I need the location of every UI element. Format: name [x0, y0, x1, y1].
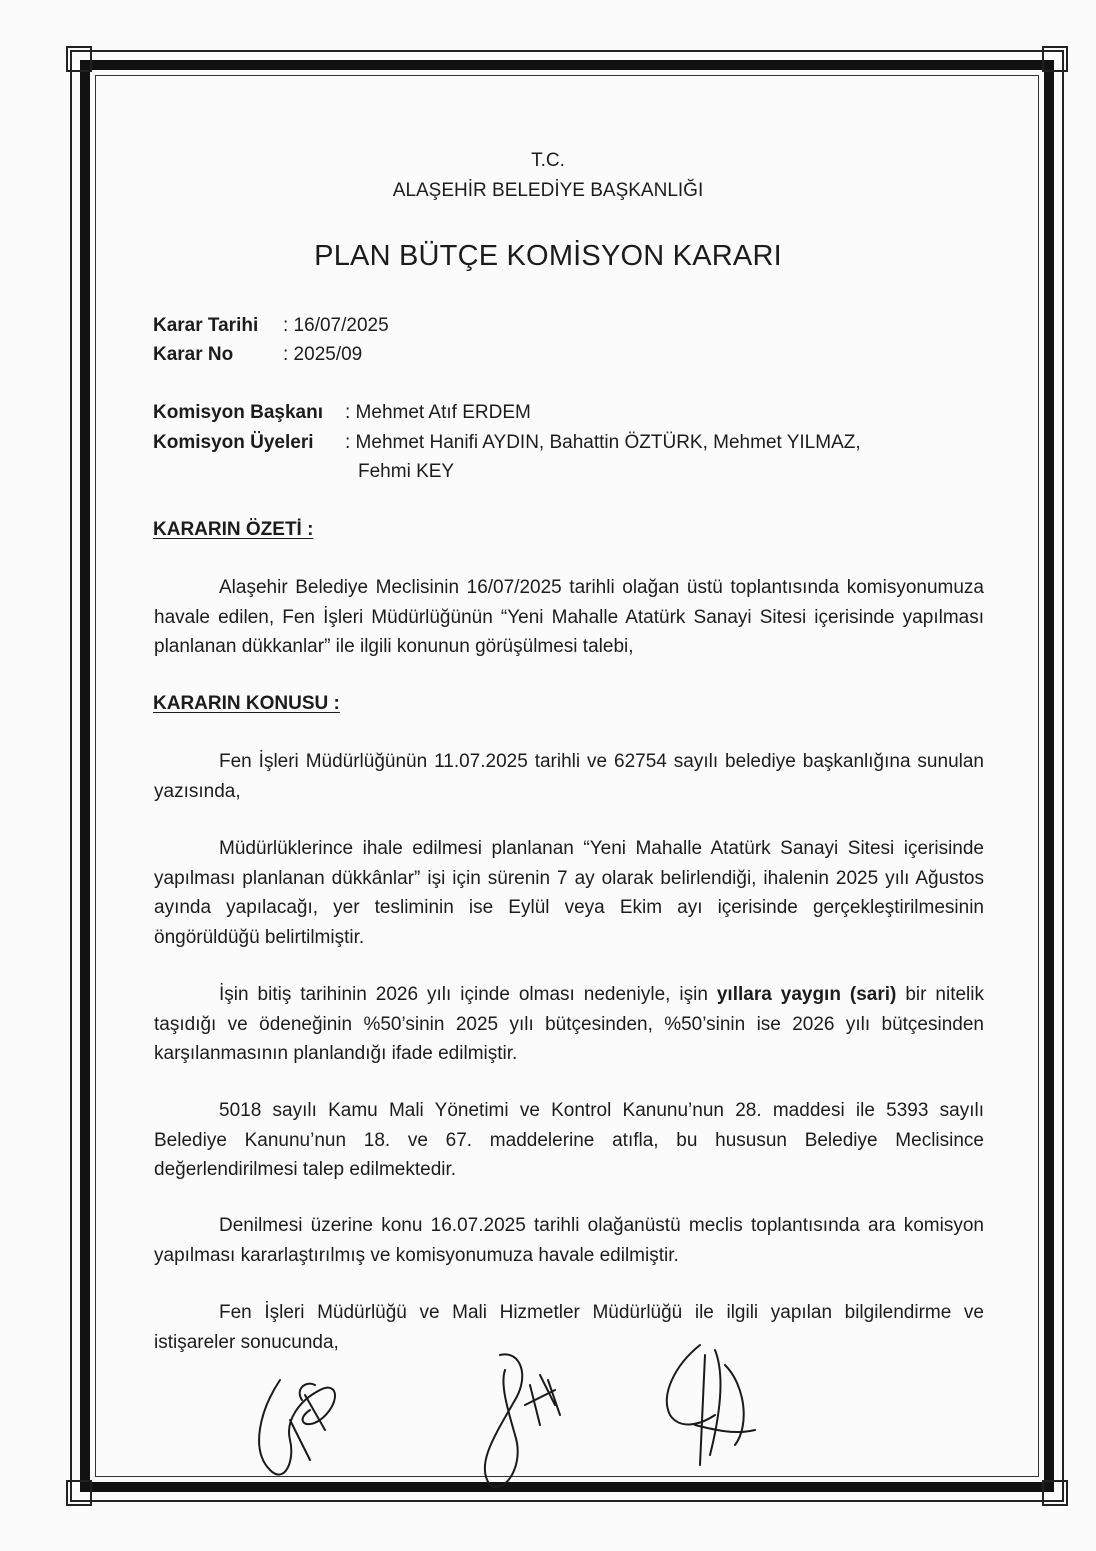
decision-no-row — [153, 344, 362, 366]
decision-date-value: : 16/07/2025 — [283, 315, 389, 336]
subject-paragraph-3-start: İşin bitiş tarihinin 2026 yılı içinde olması nedeniyle, işin — [219, 984, 717, 1005]
signature-1 — [250, 1360, 350, 1490]
commission-chair-label: Komisyon Başkanı — [153, 402, 323, 423]
summary-heading: KARARIN ÖZETİ : — [153, 519, 314, 540]
signature-2 — [470, 1345, 570, 1495]
decision-date-label: Karar Tarihi — [153, 315, 259, 336]
border-corner-bottom-left — [66, 1480, 92, 1506]
document-title: PLAN BÜTÇE KOMİSYON KARARI — [314, 240, 782, 272]
subject-paragraph-3-bold: yıllara yaygın (sari) — [716, 984, 897, 1005]
signature-3 — [655, 1335, 765, 1485]
subject-paragraph-3-end: bir nitelik taşıdığı ve ödeneğinin %50’sinin 2025 yılı bütçesinden, %50’sinin ise 2026 yılı bütçesinden karşılanmasının planlandığı ifade edilmiştir. — [154, 984, 984, 1064]
subject-paragraph-6: Fen İşleri Müdürlüğü ve Mali Hizmetler Müdürlüğü ile ilgili yapılan bilgilendirme ve istişareler sonucunda, — [154, 1302, 984, 1353]
border-corner-bottom-right — [1042, 1480, 1068, 1506]
border-corner-top-left — [66, 46, 92, 72]
subject-paragraph-3 — [154, 980, 984, 1069]
header-institution: ALAŞEHİR BELEDİYE BAŞKANLIĞI — [392, 180, 704, 201]
decision-date-row — [153, 315, 389, 337]
subject-paragraph-5: Denilmesi üzerine konu 16.07.2025 tarihli olağanüstü meclis toplantısında ara komisyon yapılması kararlaştırılmış ve komisyonumuza havale edilmiştir. — [154, 1215, 984, 1266]
decision-no-label: Karar No — [153, 344, 234, 365]
header-tc: T.C. — [531, 150, 565, 171]
commission-members-label: Komisyon Üyeleri — [153, 432, 314, 453]
subject-paragraph-4: 5018 sayılı Kamu Mali Yönetimi ve Kontrol Kanunu’nun 28. maddesi ile 5393 sayılı Belediye Kanunu’nun 18. ve 67. maddelerine atıfla, bu hususun Belediye Meclisince değerlendirilmesi talep edilmektedir. — [154, 1100, 984, 1180]
commission-members-row — [153, 432, 861, 454]
subject-paragraph-1: Fen İşleri Müdürlüğünün 11.07.2025 tarihli ve 62754 sayılı belediye başkanlığına sunulan yazısında, — [154, 751, 984, 802]
decision-no-value: : 2025/09 — [283, 344, 363, 365]
commission-chair-value: : Mehmet Atıf ERDEM — [345, 402, 531, 423]
subject-heading: KARARIN KONUSU : — [153, 693, 340, 714]
subject-paragraph-2: Müdürlüklerince ihale edilmesi planlanan “Yeni Mahalle Atatürk Sanayi Sitesi içerisinde yapılması planlanan dükkânlar” işi için sürenin 7 ay olarak belirlendiği, ihalenin 2025 yılı Ağustos ayında yapılacağı, yer tesliminin ise Eylül veya Ekim ayı içerisinde gerçekleştirilmesinin öngörüldüğü belirtilmiştir. — [154, 838, 984, 948]
commission-members-value: : Mehmet Hanifi AYDIN, Bahattin ÖZTÜRK, Mehmet YILMAZ, — [345, 432, 861, 453]
commission-chair-row — [153, 402, 531, 424]
commission-members-value-cont: Fehmi KEY — [358, 461, 455, 482]
border-corner-top-right — [1042, 46, 1068, 72]
summary-paragraph: Alaşehir Belediye Meclisinin 16/07/2025 tarihli olağan üstü toplantısında komisyonumuza havale edilen, Fen İşleri Müdürlüğünün “Yeni Mahalle Atatürk Sanayi Sitesi içerisinde yapılması planlanan dükkanlar” ile ilgili konunun görüşülmesi talebi, — [154, 577, 984, 657]
